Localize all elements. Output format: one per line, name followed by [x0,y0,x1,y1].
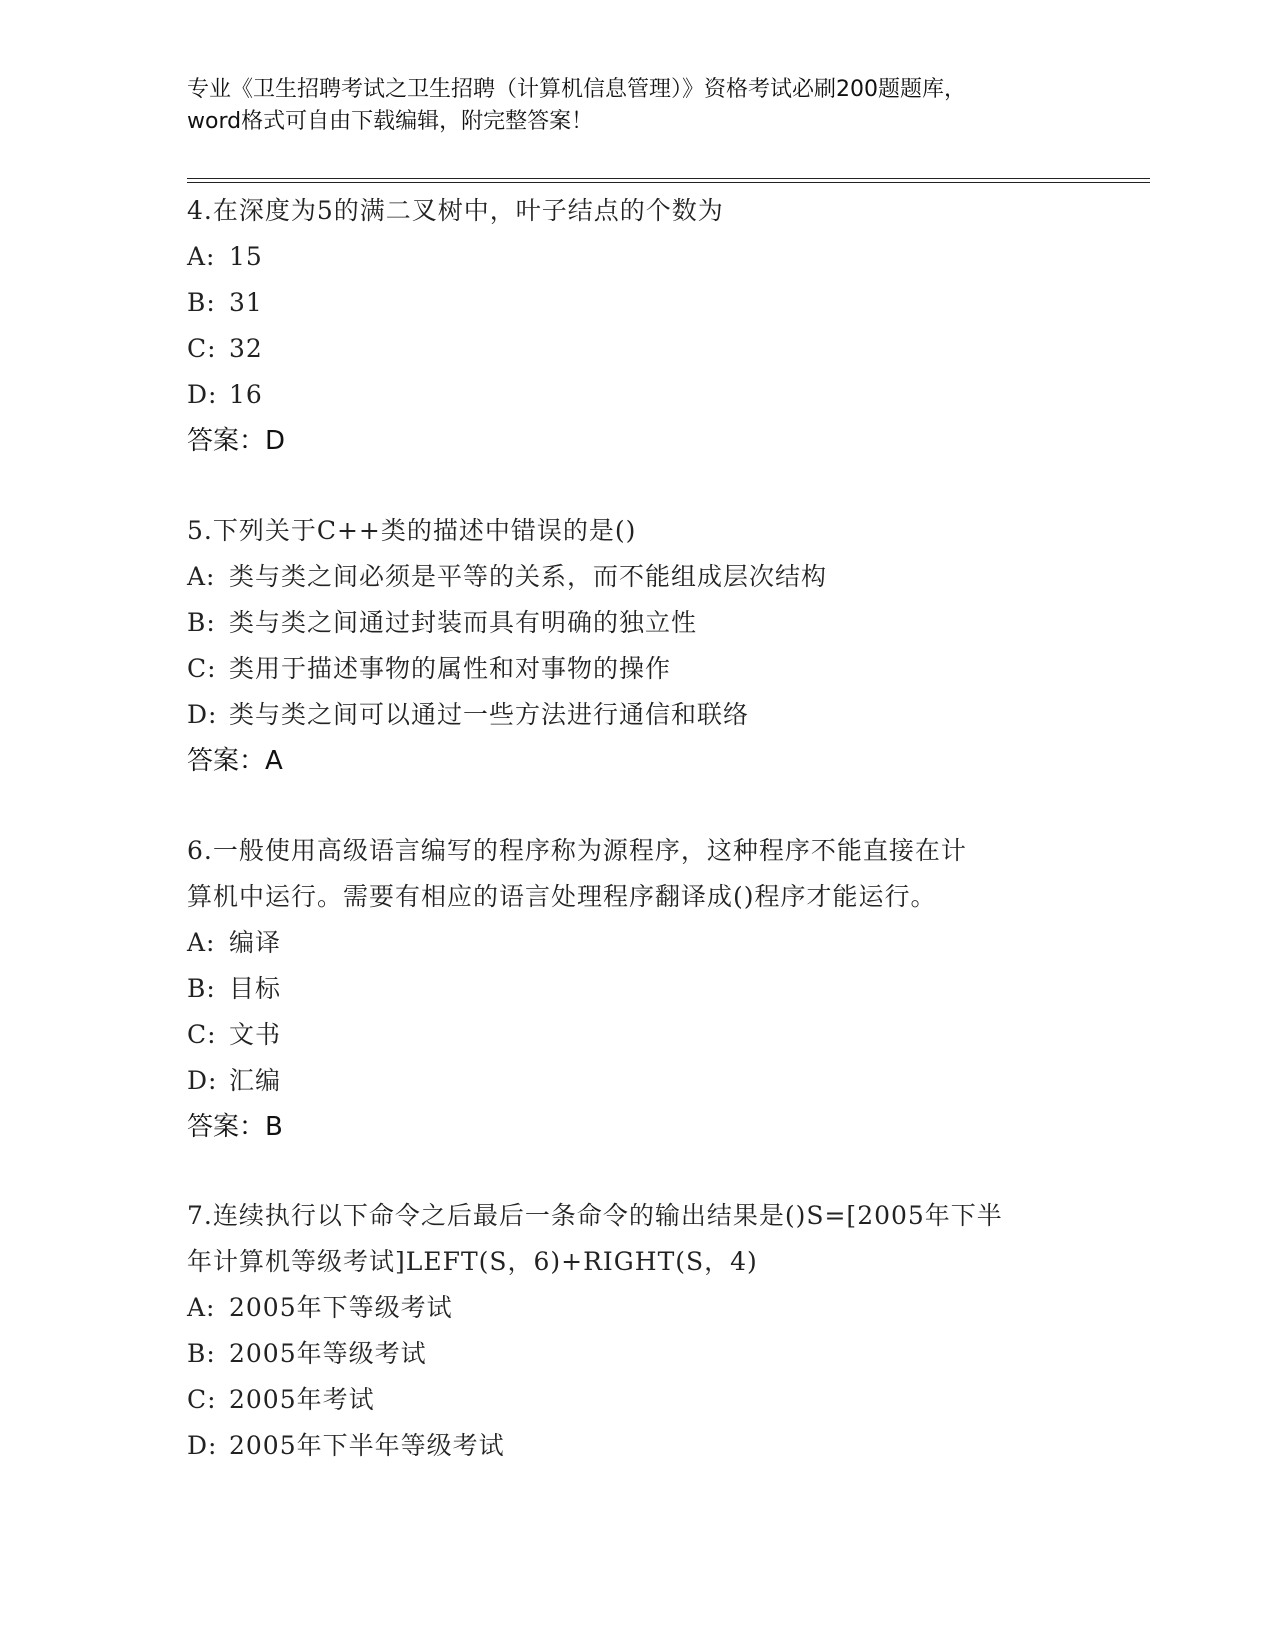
option-key: B: [187,1339,216,1368]
option-key: B: [187,288,216,317]
option-c [187,326,1087,372]
question-6 [187,828,1087,1150]
question-stem-line-1: 6.一般使用高级语言编写的程序称为源程序，这种程序不能直接在计 [187,836,967,865]
option-text: 2005年等级考试 [229,1339,427,1368]
option-key: C: [187,654,217,683]
header-divider-bottom [187,182,1150,183]
option-text: 类与类之间可以通过一些方法进行通信和联络 [229,700,750,729]
option-c [187,1377,1087,1423]
option-text: 文书 [229,1020,282,1049]
option-key: D: [187,700,218,729]
question-stem-line-1: 7.连续执行以下命令之后最后一条命令的输出结果是()S=[2005年下半 [187,1201,1003,1230]
option-c [187,1012,1087,1058]
question-stem: 5.下列关于C++类的描述中错误的是() [187,516,637,545]
option-b [187,966,1087,1012]
option-d [187,1058,1087,1104]
option-b [187,280,1087,326]
question-stem: 4.在深度为5的满二叉树中，叶子结点的个数为 [187,196,724,225]
option-text: 编译 [229,928,282,957]
option-a [187,554,1087,600]
option-text: 类与类之间必须是平等的关系，而不能组成层次结构 [229,562,828,591]
option-a [187,1285,1087,1331]
question-5 [187,508,1087,784]
option-c [187,646,1087,692]
header-divider-top [187,178,1150,179]
question-7 [187,1193,1087,1469]
option-key: C: [187,334,217,363]
option-text: 类与类之间通过封装而具有明确的独立性 [229,608,698,637]
question-stem-line-2: 年计算机等级考试]LEFT(S，6)+RIGHT(S，4) [187,1247,758,1276]
question-4 [187,188,1087,464]
option-text: 类用于描述事物的属性和对事物的操作 [229,654,672,683]
option-text: 目标 [229,974,282,1003]
option-d [187,1423,1087,1469]
option-text: 2005年下等级考试 [229,1293,453,1322]
option-key: C: [187,1020,217,1049]
option-key: D: [187,1066,218,1095]
option-d [187,372,1087,418]
option-text: 31 [229,288,263,317]
option-b [187,600,1087,646]
header-title-line-2: word格式可自由下载编辑，附完整答案！ [187,109,594,134]
option-text: 32 [229,334,263,363]
option-a [187,920,1087,966]
option-d [187,692,1087,738]
option-text: 16 [229,380,263,409]
answer-line: 答案：B [187,1112,283,1142]
header-title-line-1: 专业《卫生招聘考试之卫生招聘（计算机信息管理）》资格考试必刷200题题库， [187,77,966,102]
option-key: D: [187,380,218,409]
document-header [187,74,1087,138]
option-key: A: [187,562,216,591]
option-text: 2005年考试 [229,1385,375,1414]
option-text: 15 [229,242,263,271]
answer-line: 答案：D [187,426,286,456]
option-text: 汇编 [229,1066,282,1095]
question-stem-line-2: 算机中运行。需要有相应的语言处理程序翻译成()程序才能运行。 [187,882,937,911]
option-a [187,234,1087,280]
option-key: D: [187,1431,218,1460]
option-b [187,1331,1087,1377]
option-key: A: [187,1293,216,1322]
option-key: A: [187,242,216,271]
option-key: A: [187,928,216,957]
option-key: B: [187,974,216,1003]
option-text: 2005年下半年等级考试 [229,1431,505,1460]
answer-line: 答案：A [187,746,283,776]
option-key: B: [187,608,216,637]
option-key: C: [187,1385,217,1414]
